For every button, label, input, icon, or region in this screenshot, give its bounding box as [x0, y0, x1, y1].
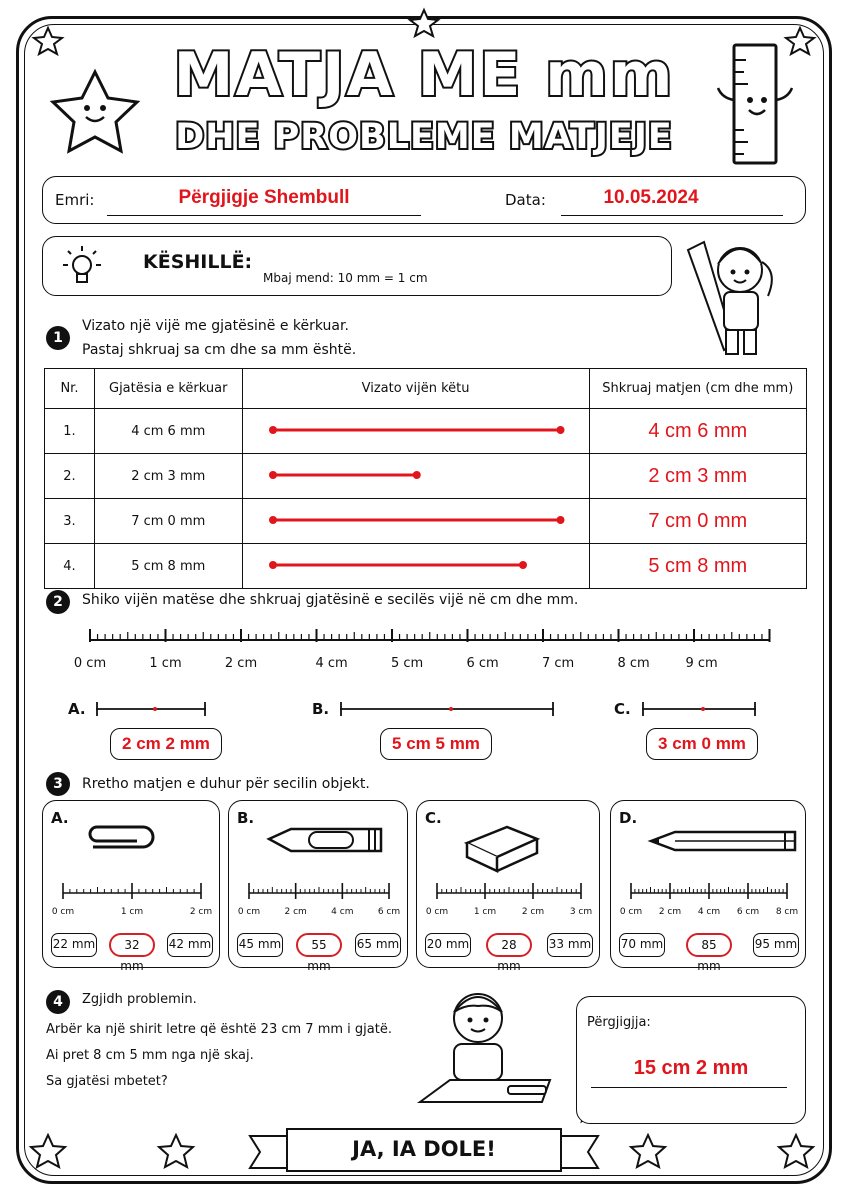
mini-ruler	[629, 879, 789, 903]
drawing-cell[interactable]	[242, 499, 589, 544]
date-label: Data:	[505, 191, 546, 209]
row-number: 3.	[45, 499, 95, 544]
measurement-option[interactable]: 33 mm	[547, 933, 593, 957]
drawing-cell[interactable]	[242, 454, 589, 499]
mini-ruler	[247, 879, 391, 903]
drawing-cell[interactable]	[242, 409, 589, 454]
problem-line-1: Arbër ka një shirit letre që është 23 cm 7 mm i gjatë.	[46, 1022, 392, 1037]
measurement-option[interactable]: 55 mm	[296, 933, 342, 957]
section-4-badge: 4	[46, 990, 70, 1014]
measurement-table	[44, 368, 807, 589]
scale-label: 1 cm	[120, 907, 144, 917]
section-4-instruction: Zgjidh problemin.	[82, 992, 197, 1007]
date-field[interactable]: 10.05.2024	[603, 187, 699, 208]
drawing-cell[interactable]	[242, 544, 589, 589]
tip-box	[42, 236, 672, 296]
measurement-answer[interactable]: 4 cm 6 mm	[589, 409, 806, 454]
scale-label: 2 cm	[189, 907, 213, 917]
scale-label: 0 cm	[51, 907, 75, 917]
name-date-box	[42, 176, 806, 224]
object-letter: C.	[425, 809, 442, 827]
table-header-row	[45, 369, 807, 409]
object-card	[610, 800, 806, 973]
scale-label: 6 cm	[377, 907, 401, 917]
scale-label: 1 cm	[473, 907, 497, 917]
measure-line	[642, 700, 756, 718]
line-answer[interactable]: 2 cm 2 mm	[110, 728, 222, 760]
scale-label: 4 cm	[331, 907, 354, 917]
row-number: 1.	[45, 409, 95, 454]
measurement-option[interactable]: 85 mm	[686, 933, 732, 957]
ruler-label: 8 cm	[617, 656, 650, 671]
scale-label: 2 cm	[658, 907, 682, 917]
girl-with-pencil-icon	[680, 230, 800, 365]
drawn-line	[243, 499, 588, 539]
column-header-draw: Vizato vijën këtu	[242, 369, 589, 409]
scale-label: 4 cm	[697, 907, 721, 917]
measurement-option[interactable]: 32 mm	[109, 933, 155, 957]
ruler-labels	[73, 656, 780, 676]
mini-ruler	[435, 879, 583, 903]
measurement-option[interactable]: 42 mm	[167, 933, 213, 957]
section-3-instruction: Rretho matjen e duhur për secilin objekt.	[82, 776, 370, 792]
tip-heading: KËSHILLË:	[143, 251, 253, 273]
column-header-answer: Shkruaj matjen (cm dhe mm)	[589, 369, 806, 409]
ruler-label: 7 cm	[541, 656, 575, 671]
measurement-option[interactable]: 45 mm	[237, 933, 283, 957]
mini-ruler	[61, 879, 203, 903]
column-header-required: Gjatësia e kërkuar	[94, 369, 242, 409]
measurement-option[interactable]: 20 mm	[425, 933, 471, 957]
object-letter: B.	[237, 809, 255, 827]
page-subtitle: DHE PROBLEME MATJEJE	[175, 117, 673, 157]
page-title: MATJA ME mm	[173, 40, 675, 110]
measurement-option[interactable]: 65 mm	[355, 933, 401, 957]
lightbulb-icon	[59, 243, 105, 291]
required-length: 7 cm 0 mm	[94, 499, 242, 544]
ruler-label: 1 cm	[149, 656, 182, 671]
row-number: 2.	[45, 454, 95, 499]
measure-line	[340, 700, 554, 718]
row-number: 4.	[45, 544, 95, 589]
table-row	[45, 544, 807, 589]
table-row	[45, 409, 807, 454]
ruler-label: 2 cm	[224, 656, 258, 671]
measurement-answer[interactable]: 7 cm 0 mm	[589, 499, 806, 544]
section-1-instruction-2: Pastaj shkruaj sa cm dhe sa mm është.	[82, 342, 357, 358]
scale-label: 2 cm	[284, 907, 307, 917]
table-row	[45, 499, 807, 544]
line-answer[interactable]: 3 cm 0 mm	[646, 728, 758, 760]
measurement-answer[interactable]: 2 cm 3 mm	[589, 454, 806, 499]
ruler-label: 4 cm	[315, 656, 348, 671]
measure-line	[96, 700, 206, 718]
tip-text: Mbaj mend: 10 mm = 1 cm	[263, 271, 428, 285]
object-card	[42, 800, 220, 973]
ruler-label: 6 cm	[466, 656, 499, 671]
section-3-badge: 3	[46, 772, 70, 796]
object-letter: A.	[51, 809, 69, 827]
line-letter: A.	[68, 700, 86, 718]
answer-label: Përgjigjja:	[587, 1015, 651, 1030]
section-2-instruction: Shiko vijën matëse dhe shkruaj gjatësinë e secilës vijë në cm dhe mm.	[82, 592, 579, 608]
section-1-instruction-1: Vizato një vijë me gjatësinë e kërkuar.	[82, 318, 349, 334]
name-field[interactable]: Përgjigje Shembull	[178, 187, 350, 208]
object-card	[228, 800, 408, 973]
line-letter: C.	[614, 700, 631, 718]
object-letter: D.	[619, 809, 638, 827]
line-answer[interactable]: 5 cm 5 mm	[380, 728, 492, 760]
scale-label: 0 cm	[237, 907, 261, 917]
section-1-badge: 1	[46, 326, 70, 350]
required-length: 2 cm 3 mm	[94, 454, 242, 499]
boy-cutting-paper-icon	[410, 982, 560, 1122]
line-letter: B.	[312, 700, 330, 718]
measurement-option[interactable]: 22 mm	[51, 933, 97, 957]
pencil-icon	[641, 819, 801, 879]
measurement-option[interactable]: 95 mm	[753, 933, 799, 957]
name-underline	[107, 215, 421, 216]
column-header-nr: Nr.	[45, 369, 95, 409]
measurement-answer[interactable]: 5 cm 8 mm	[589, 544, 806, 589]
answer-value[interactable]: 15 cm 2 mm	[633, 1057, 749, 1079]
ruler	[80, 620, 780, 650]
table-row	[45, 454, 807, 499]
scale-label: 0 cm	[425, 907, 449, 917]
problem-line-2: Ai pret 8 cm 5 mm nga një skaj.	[46, 1048, 254, 1063]
required-length: 4 cm 6 mm	[94, 409, 242, 454]
scale-label: 6 cm	[736, 907, 760, 917]
paperclip-icon	[73, 819, 233, 879]
section-2-badge: 2	[46, 590, 70, 614]
object-card	[416, 800, 600, 973]
name-label: Emri:	[55, 191, 95, 209]
footer-banner: JA, IA DOLE!	[286, 1128, 562, 1172]
scale-label: 3 cm	[569, 907, 593, 917]
drawn-line	[243, 409, 588, 449]
answer-box	[576, 996, 806, 1124]
required-length: 5 cm 8 mm	[94, 544, 242, 589]
measurement-option[interactable]: 70 mm	[619, 933, 665, 957]
measurement-option[interactable]: 28 mm	[486, 933, 532, 957]
answer-underline	[591, 1087, 787, 1088]
date-underline	[561, 215, 783, 216]
scale-label: 2 cm	[521, 907, 545, 917]
ruler-label: 9 cm	[685, 656, 718, 671]
eraser-icon	[447, 819, 607, 879]
drawn-line	[243, 454, 588, 494]
crayon-icon	[259, 819, 419, 879]
ruler-label: 5 cm	[390, 656, 424, 671]
scale-label: 8 cm	[775, 907, 799, 917]
scale-label: 0 cm	[619, 907, 643, 917]
ruler-label: 0 cm	[73, 656, 107, 671]
drawn-line	[243, 544, 588, 584]
problem-line-3: Sa gjatësi mbetet?	[46, 1074, 168, 1089]
